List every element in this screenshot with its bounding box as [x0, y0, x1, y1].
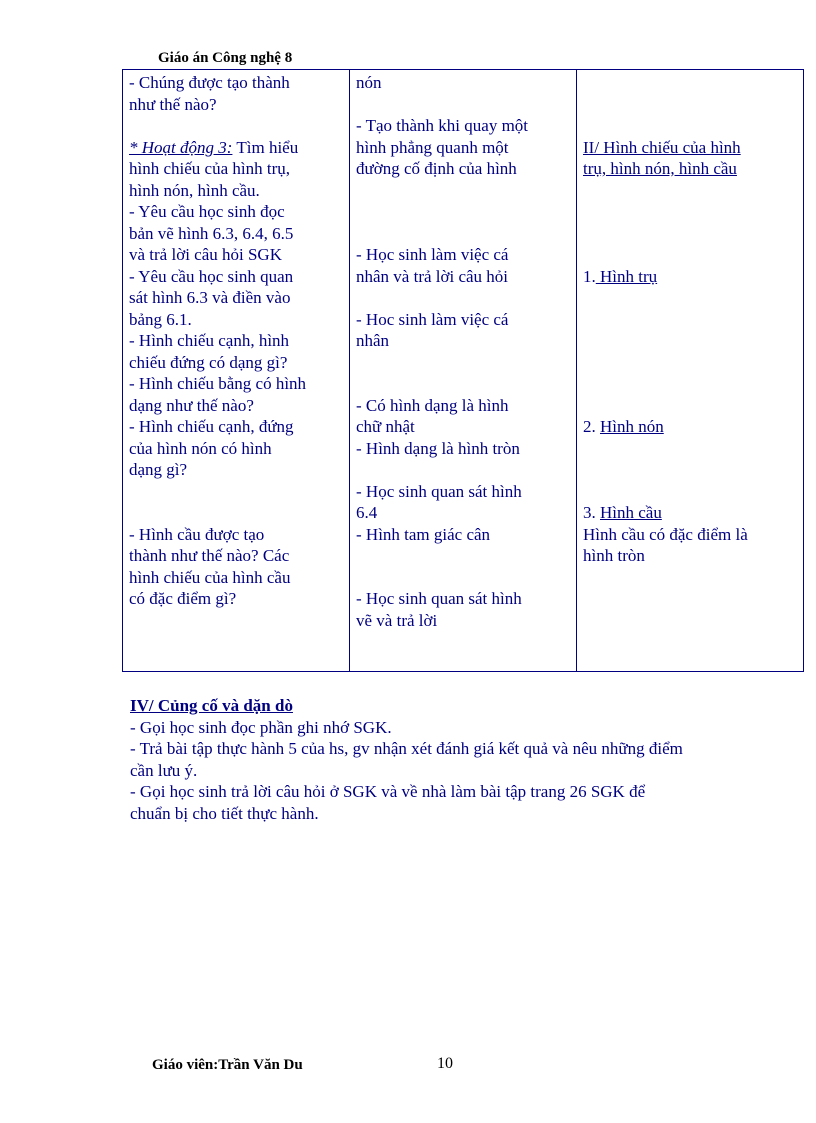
text-line: cần lưu ý.	[130, 760, 198, 780]
section-title: IV/ Củng cố và dặn dò	[130, 696, 293, 715]
text-line: - Học sinh quan sát hình	[356, 481, 522, 501]
content-column	[577, 70, 804, 672]
text-line: - Chúng được tạo thành	[129, 73, 290, 92]
item-number: 1.	[583, 266, 596, 286]
text-line: hình phẳng quanh một	[356, 137, 509, 157]
text-line: đường cố định của hình	[356, 159, 517, 178]
text-line: chiếu đứng có dạng gì?	[129, 352, 288, 372]
item-sphere	[583, 502, 797, 524]
text-line: như thế nào?	[129, 94, 217, 114]
student-activity-column	[350, 70, 577, 672]
text-line: thành như thế nào? Các	[129, 546, 290, 565]
text-line: bản vẽ hình 6.3, 6.4, 6.5	[129, 223, 294, 243]
text-line: - Yêu cầu học sinh quan	[129, 266, 294, 286]
text-line: nhân và trả lời câu hỏi	[356, 266, 509, 286]
text-line: dạng như thế nào?	[129, 395, 254, 415]
text-line: - Hoc sinh làm việc cá	[356, 309, 509, 329]
text-line: - Hình chiếu cạnh, hình	[129, 331, 290, 350]
text-line: - Tạo thành khi quay một	[356, 116, 529, 135]
item-number: 2.	[583, 417, 596, 436]
text-line: nhân	[356, 331, 390, 350]
section-title-line: trụ, hình nón, hình cầu	[583, 159, 737, 178]
text-line: vẽ và trả lời	[356, 610, 438, 630]
text-line: của hình nón có hình	[129, 438, 272, 458]
text-line: bảng 6.1.	[129, 309, 192, 329]
text-line: - Hình chiếu cạnh, đứng	[129, 417, 294, 436]
text-line: - Hình cầu được tạo	[129, 524, 265, 544]
text-line: hình chiếu của hình cầu	[129, 567, 291, 587]
item-label: Hình trụ	[595, 266, 658, 286]
text-line: hình tròn	[583, 546, 645, 565]
item-label: Hình cầu	[600, 503, 662, 522]
item-cylinder	[583, 266, 797, 288]
text-line: - Có hình dạng là hình	[356, 395, 509, 415]
text-line: - Học sinh làm việc cá	[356, 245, 509, 264]
text-line: chữ nhật	[356, 417, 415, 436]
page-header: Giáo án Công nghệ 8	[158, 50, 293, 66]
text-line: - Gọi học sinh trả lời câu hỏi ở SGK và về nhà làm bài tập trang 26 SGK để	[130, 782, 646, 801]
text-line: Hình cầu có đặc điểm là	[583, 524, 748, 544]
text-line: - Hình tam giác cân	[356, 524, 491, 544]
text-line: và trả lời câu hỏi SGK	[129, 245, 282, 264]
text-line: dạng gì?	[129, 460, 188, 479]
text-line: - Trả bài tập thực hành 5 của hs, gv nhận xét đánh giá kết quả và nêu những điểm	[130, 739, 683, 758]
item-cone	[583, 416, 797, 438]
text-line: nón	[356, 73, 382, 92]
text-line: hình chiếu của hình trụ,	[129, 159, 290, 178]
footer-teacher: Giáo viên:Trần Văn Du	[152, 1057, 303, 1073]
item-label: Hình nón	[600, 417, 664, 436]
text-line: - Hình chiếu bằng có hình	[129, 374, 307, 393]
text-line: hình nón, hình cầu.	[129, 180, 260, 200]
activity-label: * Hoạt động 3:	[129, 137, 233, 157]
section-title-line: II/ Hình chiếu của hình	[583, 137, 741, 157]
teacher-activity-column	[123, 70, 350, 672]
text-line: chuẩn bị cho tiết thực hành.	[130, 803, 319, 823]
item-number: 3.	[583, 503, 596, 522]
consolidation-section	[130, 695, 770, 824]
activity-heading	[129, 137, 343, 159]
text-line: sát hình 6.3 và điền vào	[129, 288, 291, 307]
text-line: - Gọi học sinh đọc phần ghi nhớ SGK.	[130, 717, 392, 737]
page-number: 10	[437, 1055, 453, 1072]
text-line: 6.4	[356, 503, 378, 522]
activity-rest: Tìm hiểu	[232, 137, 299, 157]
text-line: - Học sinh quan sát hình	[356, 589, 522, 608]
lesson-table	[122, 69, 804, 672]
text-line: - Yêu cầu học sinh đọc	[129, 202, 285, 221]
text-line: - Hình dạng là hình tròn	[356, 438, 520, 458]
text-line: có đặc điểm gì?	[129, 589, 237, 608]
